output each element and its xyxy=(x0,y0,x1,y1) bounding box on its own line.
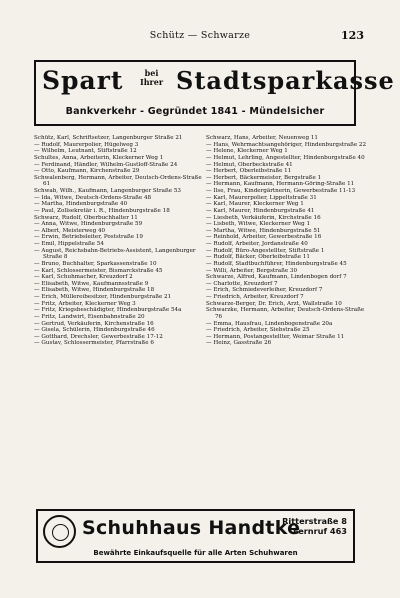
directory-entry: — Karl, Maurerpolier, Lippeltstraße 31 xyxy=(206,194,317,201)
directory-entry: — Martha, Hindenburgstraße 40 xyxy=(34,201,128,208)
directory-entry: — Friedrich, Arbeiter, Siebstraße 25 xyxy=(206,327,310,334)
schuhhaus-advertisement xyxy=(36,509,355,563)
directory-entry: — Hermann, Kaufmann, Hermann-Göring-Straße 11 xyxy=(206,181,355,188)
directory-entry: — Paul, Zollsekretär i. R., Hindenburgstraße 18 xyxy=(34,207,170,214)
directory-entry: — Anna, Witwe, Hindenburgstraße 59 xyxy=(34,221,143,228)
directory-entry: — Karl, Maurer, Hindenburgstraße 41 xyxy=(206,207,315,214)
shop-seal-logo xyxy=(43,515,76,548)
sparkasse-ad-subline: Bankverkehr - Gegründet 1841 - Mündelsicher xyxy=(65,106,325,117)
directory-entry: — Karl, Maurer, Kleckerner Weg 1 xyxy=(206,201,304,208)
directory-entry: — Erwin, Betriebsleiter, Poststraße 19 xyxy=(34,234,143,241)
directory-entry: — Helmut, Oberbeckstraße 41 xyxy=(206,161,293,168)
directory-entry: — Hans, Wehrmachtsangehöriger, Hindenburgstraße 22 xyxy=(206,141,367,148)
shop-address-street: Ritterstraße 8 xyxy=(282,516,347,526)
directory-entry: — Ilse, Frau, Kindergärtnerin, Gewerbestraße 11-13 xyxy=(206,188,356,194)
directory-entry: — Karl, Schuhmacher, Kreuzdorf 2 xyxy=(34,274,133,281)
directory-entry: Schwarze-Berger, Dr. Erich, Arzt, Wallstraße 10 xyxy=(206,300,342,307)
directory-entry: — Ida, Witwe, Deutsch-Ordens-Straße 48 xyxy=(34,194,152,201)
directory-entry: Schwarz, Hans, Arbeiter, Neuenweg 11 xyxy=(206,135,318,141)
directory-entry: — Rudolf, Büro-Angestellter, Stiftstraße 1 xyxy=(206,247,325,254)
directory-entry: — Gustav, Schlossermeister, Pfarrstraße 6 xyxy=(34,340,154,347)
ad-word-ihrer: Ihrer xyxy=(140,77,164,87)
ad-word-bei-ihrer xyxy=(140,69,163,87)
directory-entry: — Erich, Schmiedeverleiher, Kreuzdorf 7 xyxy=(206,287,323,294)
directory-entry: — Gotthard, Drechsler, Gewerbestraße 17-12 xyxy=(34,333,163,340)
directory-entry: — Martha, Witwe, Hindenburgstraße 51 xyxy=(206,227,321,234)
directory-entry: — Willi, Arbeiter, Bergstraße 30 xyxy=(206,267,298,274)
directory-entry: — Herbert, Bäckermeister, Bergstraße 1 xyxy=(206,174,322,181)
directory-entry: — Rudolf, Maurerpolier, Hügelweg 3 xyxy=(34,141,139,148)
directory-entry: — Erich, Müllereibesitzer, Hindenburgstraße 21 xyxy=(34,294,172,300)
directory-entry: — Wilhelm, Leutnant, Stiftstraße 12 xyxy=(34,148,137,155)
directory-entry: — Emma, Hausfrau, Lindenbogenstraße 20a xyxy=(206,320,333,327)
directory-entry: Schwarze, Alfred, Kaufmann, Lindenbogen dorf 7 xyxy=(206,274,347,281)
directory-entry: Schwalenberg, Hermann, Arbeiter, Deutsch-Ordens-Straße 61 xyxy=(34,174,202,188)
running-head-title: Schütz — Schwarze xyxy=(149,30,251,41)
sparkasse-advertisement xyxy=(34,60,395,126)
directory-entry: — Rudolf, Bäcker, Oberleibstraße 11 xyxy=(206,254,310,261)
directory-entry: — Helmut, Lehrling, Angestellter, Hindenburgstraße 40 xyxy=(206,154,365,161)
directory-entry: — Fritz, Kriegsbeschädigter, Hindenburgstraße 54a xyxy=(34,307,182,314)
directory-column-right xyxy=(206,135,372,347)
running-head xyxy=(0,30,400,46)
directory-entry: — Charlotte, Kreuzdorf 7 xyxy=(206,280,278,287)
ad-word-spart: Spart xyxy=(42,66,124,95)
shop-address-phone: Fernruf 463 xyxy=(292,526,347,536)
directory-entry: Schultes, Anna, Arbeiterin, Kleckerner Weg 1 xyxy=(34,154,164,161)
ad-word-stadtsparkasse: Stadtsparkasse xyxy=(176,66,395,95)
sparkasse-ad-headline xyxy=(36,66,395,102)
directory-entry: — Fritz, Landwirt, Eisenbahnstraße 20 xyxy=(34,313,145,320)
shop-tagline: Bewährte Einkaufsquelle für alle Arten Schuhwaren xyxy=(93,549,298,557)
directory-entry: — Rudolf, Arbeiter, Jordanstraße 40 xyxy=(206,241,308,247)
directory-entry: — Heinz, Gasstraße 26 xyxy=(206,340,272,347)
ad-word-bei: bei xyxy=(144,68,159,78)
directory-entry: — Karl, Schlossermeister, Bismarckstraße 45 xyxy=(34,267,163,274)
directory-entry: — Emil, Hippelstraße 54 xyxy=(34,241,104,247)
directory-entry: Schwab, Wilh., Kaufmann, Langenburger Straße 53 xyxy=(34,188,181,194)
directory-entry: — Herbert, Oberleibstraße 11 xyxy=(206,168,292,175)
directory-entry: — Fritz, Arbeiter, Kleckerner Weg 3 xyxy=(34,300,136,307)
directory-entry: Schwarz, Rudolf, Oberbuchhalter 11 xyxy=(34,214,138,221)
directory-entry: — Friedrich, Arbeiter, Kreuzdorf 7 xyxy=(206,294,304,300)
directory-entry: — Hermann, Postangestellter, Weimar Straße 11 xyxy=(206,333,345,340)
directory-entry: Schwarzke, Hermann, Arbeiter, Deutsch-Ordens-Straße 76 xyxy=(206,307,365,320)
directory-entry: — Gertrud, Verkäuferin, Kirchenstraße 16 xyxy=(34,320,154,327)
directory-entry: — Otto, Kaufmann, Kirchenstraße 29 xyxy=(34,168,140,175)
directory-entry: — Bruno, Buchhalter, Sparkassenstraße 10 xyxy=(34,260,157,267)
directory-entry: — Elisabeth, Witwe, Kaufmannsstraße 9 xyxy=(34,280,149,287)
directory-entry: — August, Reichsbahn-Betriebs-Assistent, Langenburger Straße 8 xyxy=(34,247,196,261)
directory-entry: — Rudolf, Stadtbuchführer, Hindenburgstraße 45 xyxy=(206,260,347,267)
directory-entry: — Gisela, Schülerin, Hindenburgstraße 46 xyxy=(34,327,155,334)
directory-entry: — Elisabeth, Witwe, Hindenburgstraße 18 xyxy=(34,287,155,294)
directory-entry: — Helene, Kleckerner Weg 1 xyxy=(206,148,288,155)
shop-name: Schuhhaus Handtke xyxy=(82,517,301,539)
directory-entry: — Albert, Meisterweg 40 xyxy=(34,227,106,234)
directory-entry: — Reinhold, Arbeiter, Gewerbestraße 16 xyxy=(206,234,322,241)
directory-entry: — Ferdinand, Händler, Wilhelm-Gustloff-Straße 24 xyxy=(34,161,178,168)
shop-address xyxy=(282,516,347,536)
page-number: 123 xyxy=(341,29,364,42)
directory-entry: — Lisbeth, Witwe, Kleckerner Weg 1 xyxy=(206,221,311,228)
directory-entry: Schütz, Karl, Schriftsetzer, Langenburger Straße 21 xyxy=(34,135,183,141)
directory-entry: — Liesbeth, Verkäuferin, Kirchstraße 16 xyxy=(206,214,321,221)
directory-column-left xyxy=(34,135,206,347)
